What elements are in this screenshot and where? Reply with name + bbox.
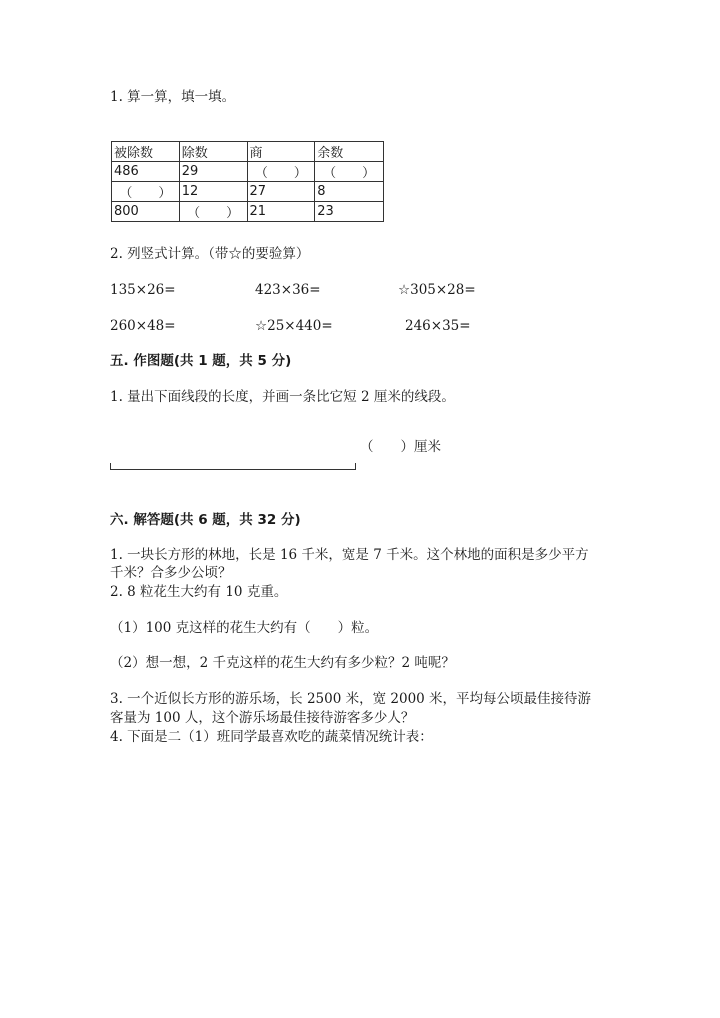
calc-problem: 246×35= — [405, 318, 471, 334]
section6-heading: 六. 解答题(共 6 题，共 32 分) — [110, 512, 301, 528]
table-row — [112, 202, 384, 222]
table-cell: 8 — [315, 182, 384, 202]
table-row — [112, 162, 384, 182]
calc-problem: 423×36= — [255, 282, 321, 298]
line-segment — [110, 463, 356, 470]
header-quotient: 商 — [247, 142, 315, 162]
section5-q1: 1. 量出下面线段的长度，并画一条比它短 2 厘米的线段。 — [110, 389, 455, 405]
length-answer-blank[interactable]: （ ）厘米 — [360, 439, 441, 455]
table-cell: 29 — [179, 162, 247, 182]
table-cell: 800 — [112, 202, 180, 222]
section6-q1-line2: 千米？合多少公顷？ — [110, 565, 232, 581]
table-row — [112, 182, 384, 202]
section5-heading: 五. 作图题(共 1 题，共 5 分) — [110, 353, 292, 369]
section6-q2-part1: （1）100 克这样的花生大约有（ ）粒。 — [110, 620, 379, 636]
section6-q3-line1: 3. 一个近似长方形的游乐场，长 2500 米，宽 2000 米，平均每公顷最佳接待游 — [110, 691, 592, 707]
division-table — [111, 141, 384, 222]
table-cell: 12 — [179, 182, 247, 202]
table-cell: 27 — [247, 182, 315, 202]
answer-blank[interactable]: （ ） — [112, 182, 180, 202]
table-cell: 23 — [315, 202, 384, 222]
answer-blank[interactable]: （ ） — [179, 202, 247, 222]
table-cell: 21 — [247, 202, 315, 222]
header-divisor: 除数 — [179, 142, 247, 162]
calc-problem: 135×26= — [110, 282, 176, 298]
table-cell: 486 — [112, 162, 180, 182]
section6-q1-line1: 1. 一块长方形的林地，长是 16 千米，宽是 7 千米。这个林地的面积是多少平方 — [110, 547, 589, 563]
calc-problem: ☆305×28= — [398, 282, 476, 298]
answer-blank[interactable]: （ ） — [247, 162, 315, 182]
table-header-row — [112, 142, 384, 162]
section6-q3-line2: 客量为 100 人，这个游乐场最佳接待游客多少人？ — [110, 710, 415, 726]
section6-q4: 4. 下面是二（1）班同学最喜欢吃的蔬菜情况统计表： — [110, 729, 433, 745]
header-dividend: 被除数 — [112, 142, 180, 162]
header-remainder: 余数 — [315, 142, 384, 162]
calc-problem: ☆25×440= — [255, 318, 333, 334]
calc-problem: 260×48= — [110, 318, 176, 334]
answer-blank[interactable]: （ ） — [315, 162, 384, 182]
section6-q2-part2: （2）想一想，2 千克这样的花生大约有多少粒？2 吨呢？ — [110, 655, 455, 671]
section6-q2: 2. 8 粒花生大约有 10 克重。 — [110, 584, 288, 600]
q1-title: 1. 算一算，填一填。 — [110, 89, 236, 105]
q2-title: 2. 列竖式计算。（带☆的要验算） — [110, 246, 310, 262]
